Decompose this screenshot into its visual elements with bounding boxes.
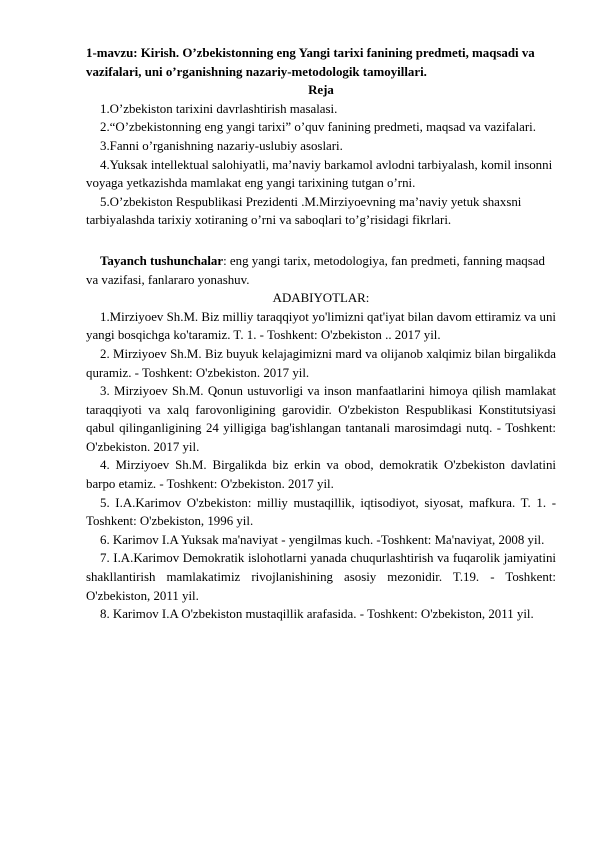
key-concepts-label: Tayanch tushunchalar <box>100 253 224 268</box>
reference-item: 2. Mirziyoev Sh.M. Biz buyuk kelajagimizni mard va olijanob xalqimiz bilan birgalikda quramiz. - Toshkent: O'zbekiston. 2017 yil. <box>86 346 556 380</box>
reference-item: 7. I.A.Karimov Demokratik islohotlarni yanada chuqurlashtirish va fuqarolik jamiyatini shakllantirish mamlakatimiz rivojlanishining asosiy mezonidir. T.19. - Toshkent: O'zbekiston, 2011 yil. <box>86 551 556 603</box>
plan-heading: Reja <box>308 83 334 98</box>
plan-item: 3.Fanni o’rganishning nazariy-uslubiy asoslari. <box>100 138 343 153</box>
plan-list <box>86 100 556 230</box>
plan-item: 2.“O’zbekistonning eng yangi tarixi” o’quv fanining predmeti, maqsad va vazifalari. <box>100 120 536 135</box>
plan-item: 4.Yuksak intellektual salohiyatli, ma’naviy barkamol avlodni tarbiyalash, komil insonni voyaga yetkazishda mamlakat eng yangi tarixining tutgan o’rni. <box>86 157 553 191</box>
plan-item: 1.O’zbekiston tarixini davrlashtirish masalasi. <box>100 101 338 116</box>
reference-item: 5. I.A.Karimov O'zbekiston: milliy mustaqillik, iqtisodiyot, siyosat, mafkura. T. 1. - Toshkent: O'zbekiston, 1996 yil. <box>86 495 556 529</box>
document-title: 1-mavzu: Kirish. O’zbekistonning eng Yangi tarixi fanining predmeti, maqsadi va vazifalari, uni o’rganishning nazariy-metodologik tamoyillari. <box>86 46 535 79</box>
reference-item: 1.Mirziyoev Sh.M. Biz milliy taraqqiyot yo'limizni qat'iyat bilan davom ettiramiz va uni yangi bosqichga ko'taramiz. T. 1. - Toshkent: O'zbekiston .. 2017 yil. <box>86 309 556 343</box>
plan-item: 5.O’zbekiston Respublikasi Prezidenti .M.Mirziyoevning ma’naviy yetuk shaxsni tarbiyalashda tarixiy xotiraning o’rni va saboqlari to’g’risidagi fikrlari. <box>86 194 522 228</box>
reference-item: 8. Karimov I.A O'zbekiston mustaqillik arafasida. - Toshkent: O'zbekiston, 2011 yil. <box>100 607 534 622</box>
reference-item: 3. Mirziyoev Sh.M. Qonun ustuvorligi va inson manfaatlarini himoya qilish mamlakat taraqqiyoti va xalq farovonligining garovidir. O'zbekiston Respublikasi Konstitutsiyasi qabul qilinganligining 24 yilligiga bag'ishlangan tantanali marosimdagi nutq. - Toshkent: O'zbekiston. 2017 yil. <box>86 384 556 454</box>
key-concepts <box>86 252 556 289</box>
references-heading: ADABIYOTLAR: <box>272 291 370 306</box>
key-concepts-text: : eng yangi tarix, metodologiya, fan predmeti, fanning maqsad va vazifasi, fanlararo yonashuv. <box>86 253 545 287</box>
references-list <box>86 308 556 624</box>
reference-item: 4. Mirziyoev Sh.M. Birgalikda biz erkin va obod, demokratik O'zbekiston davlatini barpo etamiz. - Toshkent: O'zbekiston. 2017 yil. <box>86 458 556 492</box>
reference-item: 6. Karimov I.A Yuksak ma'naviyat - yengilmas kuch. -Toshkent: Ma'naviyat, 2008 yil. <box>100 532 545 547</box>
document-page <box>86 44 556 624</box>
spacer <box>86 230 556 252</box>
